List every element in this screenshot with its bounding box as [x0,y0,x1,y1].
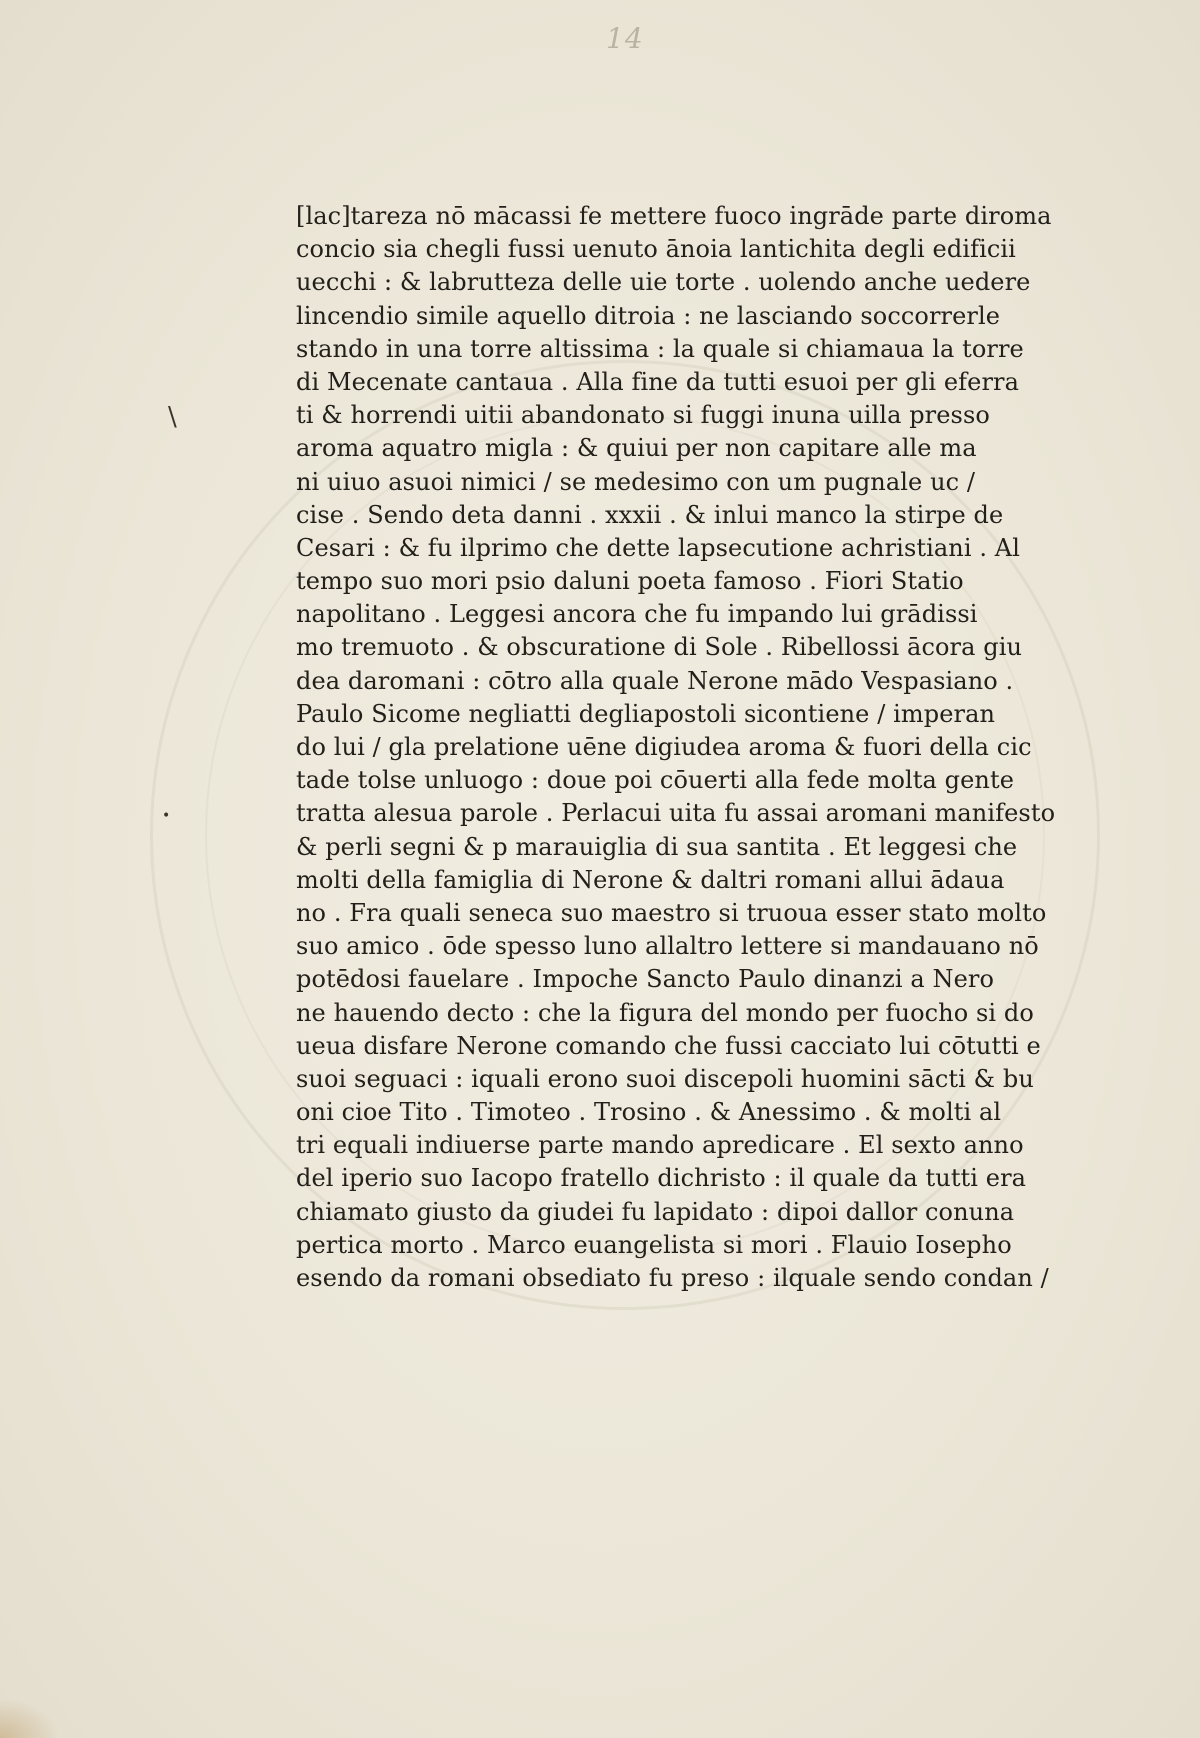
text-line: Paulo Sicome negliatti degliapostoli sicontiene / imperan [296,699,996,728]
text-line: [lac]tareza nō mācassi fe mettere fuoco ingrāde parte diroma [296,202,1052,230]
text-line: concio sia chegli fussi uenuto ānoia lantichita degli edificii [296,235,1016,264]
text-line: Cesari : & fu ilprimo che dette lapsecutione achristiani . Al [296,533,1021,562]
text-line: potēdosi fauelare . Impoche Sancto Paulo dinanzi a Nero [296,965,995,994]
text-line: suoi seguaci : iquali erono suoi discepoli huomini sācti & bu [296,1064,1034,1093]
text-line: & perli segni & p marauiglia di sua santita . Et leggesi che [296,832,1018,861]
text-line: esendo da romani obsediato fu preso : ilquale sendo condan / [296,1264,1049,1292]
text-line: oni cioe Tito . Timoteo . Trosino . & Anessimo . & molti al [296,1098,1002,1127]
text-line: tri equali indiuerse parte mando apredicare . El sexto anno [296,1131,1024,1160]
text-line: ni uiuo asuoi nimici / se medesimo con um pugnale uc / [296,467,976,496]
text-line: napolitano . Leggesi ancora che fu impando lui grādissi [296,600,978,629]
margin-mark-dot: • [162,808,171,824]
text-line: di Mecenate cantaua . Alla fine da tutti esuoi per gli eferra [296,367,1019,396]
text-block [296,200,1056,1295]
text-line: tempo suo mori psio daluni poeta famoso . Fiori Statio [296,567,964,596]
text-line: no . Fra quali seneca suo maestro si truoua esser stato molto [296,898,1047,927]
text-line: mo tremuoto . & obscuratione di Sole . Ribellossi ācora giu [296,633,1023,662]
text-line: aroma aquatro migla : & quiui per non capitare alle ma [296,434,977,463]
text-line: cise . Sendo deta danni . xxxii . & inlui manco la stirpe de [296,500,1004,529]
text-line: tade tolse unluogo : doue poi cōuerti alla fede molta gente [296,766,1015,795]
text-line: ti & horrendi uitii abandonato si fuggi inuna uilla presso [296,401,990,430]
text-line: do lui / gla prelatione uēne digiudea aroma & fuori della cic [296,733,1032,761]
text-line: del iperio suo Iacopo fratello dichristo : il quale da tutti era [296,1164,1027,1193]
text-line: dea daromani : cōtro alla quale Nerone mādo Vespasiano . [296,666,1014,695]
text-line: ne hauendo decto : che la figura del mondo per fuocho si do [296,998,1034,1027]
text-line: lincendio simile aquello ditroia : ne lasciando soccorrerle [296,301,1001,330]
text-line: tratta alesua parole . Perlacui uita fu assai aromani manifesto [296,799,1056,828]
text-line: uecchi : & labrutteza delle uie torte . uolendo anche uedere [296,268,1031,297]
text-line: stando in una torre altissima : la quale si chiamaua la torre [296,334,1024,363]
text-line: suo amico . ōde spesso luno allaltro lettere si mandauano nō [296,932,1039,961]
text-line: molti della famiglia di Nerone & daltri romani allui ādaua [296,865,1005,894]
text-line: ueua disfare Nerone comando che fussi cacciato lui cōtutti e [296,1031,1041,1060]
text-line: pertica morto . Marco euangelista si mori . Flauio Iosepho [296,1230,1012,1259]
text-line: chiamato giusto da giudei fu lapidato : dipoi dallor conuna [296,1197,1015,1226]
folio-number: 14 [606,22,644,55]
corner-stain [0,1698,60,1738]
margin-mark-slash: \ [168,402,177,432]
